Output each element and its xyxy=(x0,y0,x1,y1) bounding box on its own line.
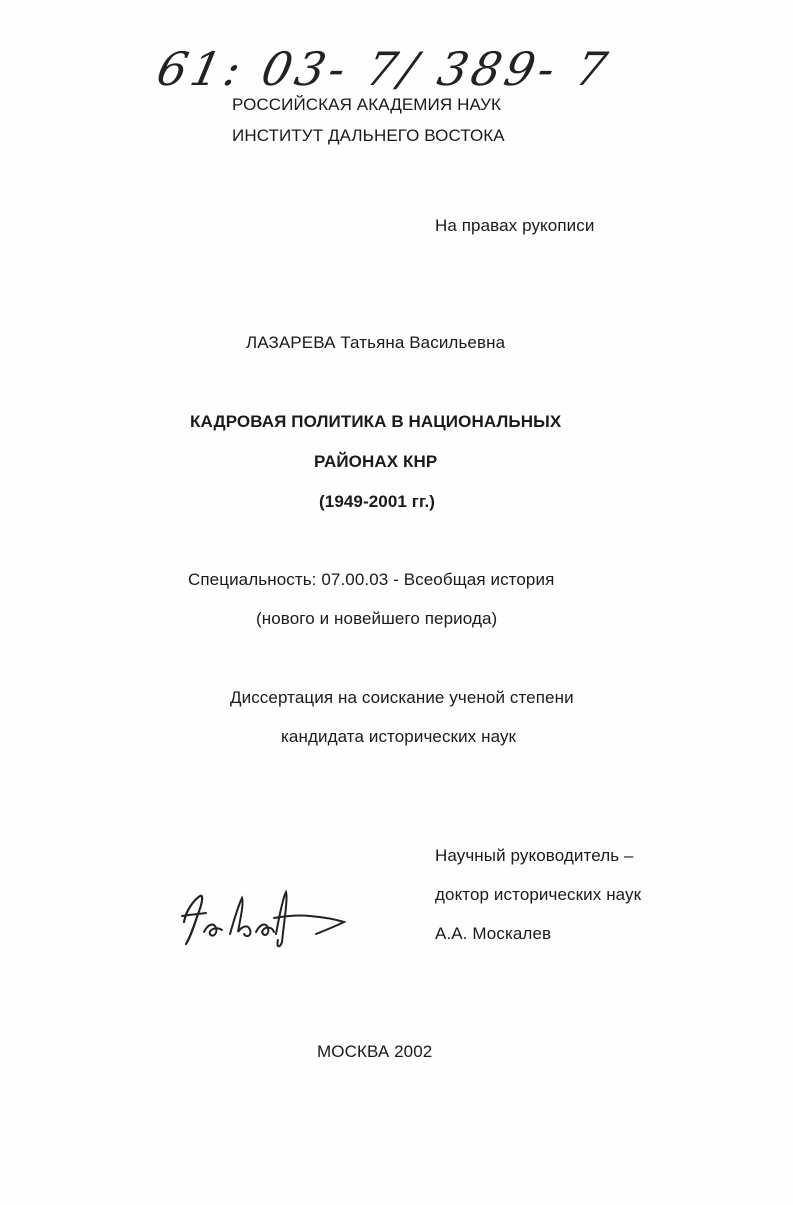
city-year: МОСКВА 2002 xyxy=(317,1042,433,1061)
manuscript-rights-note: На правах рукописи xyxy=(435,216,595,235)
author-name: ЛАЗАРЕВА Татьяна Васильевна xyxy=(246,333,506,352)
academy-name: РОССИЙСКАЯ АКАДЕМИЯ НАУК xyxy=(232,95,502,114)
degree-line-1: Диссертация на соискание ученой степени xyxy=(230,688,574,707)
specialty-line-2: (нового и новейшего периода) xyxy=(256,609,498,628)
archive-code-handwritten: 61: 03- 7/ 389- 7 xyxy=(152,42,616,96)
supervisor-role: Научный руководитель – xyxy=(435,846,634,865)
degree-line-2: кандидата исторических наук xyxy=(281,727,517,746)
supervisor-name: А.А. Москалев xyxy=(435,924,552,943)
author-signature xyxy=(176,882,366,952)
title-years: (1949-2001 гг.) xyxy=(319,492,436,511)
title-line-1: КАДРОВАЯ ПОЛИТИКА В НАЦИОНАЛЬНЫХ xyxy=(190,412,562,431)
institute-name: ИНСТИТУТ ДАЛЬНЕГО ВОСТОКА xyxy=(232,126,505,145)
title-line-2: РАЙОНАХ КНР xyxy=(314,452,438,471)
supervisor-degree: доктор исторических наук xyxy=(435,885,642,904)
specialty-line-1: Специальность: 07.00.03 - Всеобщая история xyxy=(188,570,555,589)
